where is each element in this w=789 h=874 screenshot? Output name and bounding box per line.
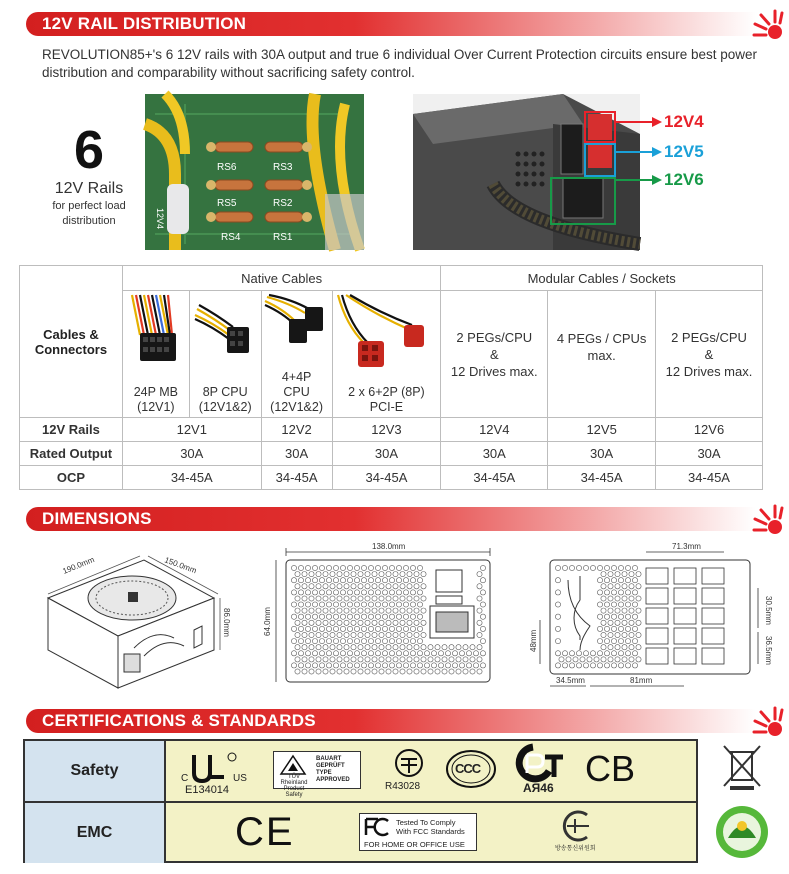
gost-number: R43028 bbox=[385, 781, 421, 792]
cable-4plus4-cpu bbox=[261, 291, 332, 418]
weee-bin-icon bbox=[720, 742, 764, 792]
dim-label: 36.5mm bbox=[764, 636, 773, 665]
table-cell: 30A bbox=[548, 442, 656, 466]
board-label: RS5 bbox=[217, 198, 237, 209]
dimensions-banner bbox=[0, 503, 789, 533]
table-cell: 12V6 bbox=[656, 418, 763, 442]
fcc-logo-icon bbox=[364, 817, 390, 837]
pcb-photo bbox=[145, 94, 364, 250]
fcc-text: Tested To Comply bbox=[396, 818, 456, 827]
table-cell: 12V1 bbox=[122, 418, 261, 442]
tuv-triangle-icon bbox=[280, 755, 306, 775]
ccc-text: CCC bbox=[455, 761, 481, 776]
native-cables-header: Native Cables bbox=[122, 266, 440, 291]
table-cell: 12V5 bbox=[548, 418, 656, 442]
board-label: 12V4 bbox=[155, 208, 165, 230]
table-cell: 34-45A bbox=[332, 466, 441, 490]
modular-caption: 4 PEGs / CPUs bbox=[556, 331, 647, 346]
row-label: 12V Rails bbox=[20, 418, 123, 442]
table-cell: 34-45A bbox=[656, 466, 763, 490]
sun-logo-icon bbox=[749, 8, 783, 38]
dim-label: 48mm bbox=[529, 629, 538, 652]
table-cell: 30A bbox=[332, 442, 441, 466]
rail-distribution-banner bbox=[0, 8, 789, 38]
cable-24p-icon bbox=[126, 295, 186, 373]
emc-label: EMC bbox=[25, 803, 166, 863]
section-title: 12V RAIL DISTRIBUTION bbox=[42, 14, 247, 33]
modular-cables-header: Modular Cables / Sockets bbox=[441, 266, 763, 291]
rail-label-12v4: 12V4 bbox=[664, 112, 704, 131]
table-row bbox=[20, 442, 763, 466]
gost-mark-icon bbox=[393, 747, 425, 779]
dim-label: 81mm bbox=[630, 676, 653, 685]
cable-8p-cpu bbox=[189, 291, 261, 418]
safety-label: Safety bbox=[25, 741, 166, 801]
cable-24p bbox=[122, 291, 189, 418]
cable-8p-icon bbox=[193, 295, 257, 365]
certifications-table bbox=[23, 739, 698, 863]
board-label: RS1 bbox=[273, 232, 293, 243]
modular-caption: 2 PEGs/CPU bbox=[456, 329, 533, 345]
board-label: RS6 bbox=[217, 162, 237, 173]
modular-caption: 12 Drives max. bbox=[665, 363, 753, 379]
pct-number: АЯ46 bbox=[523, 781, 554, 795]
table-cell: 30A bbox=[261, 442, 332, 466]
rail-label-12v5: 12V5 bbox=[664, 142, 704, 161]
dim-label: 150.0mm bbox=[163, 555, 198, 576]
front-view-drawing bbox=[264, 540, 504, 690]
isometric-psu-drawing bbox=[24, 538, 246, 698]
table-cell: 34-45A bbox=[122, 466, 261, 490]
dim-label: 190.0mm bbox=[61, 555, 96, 576]
cable-caption: (12V1&2) bbox=[198, 400, 252, 414]
table-cell: 30A bbox=[122, 442, 261, 466]
ul-c: C bbox=[181, 773, 189, 784]
pct-mark-icon bbox=[515, 745, 567, 781]
tuv-text: Rheinland bbox=[280, 780, 308, 786]
table-cell: 30A bbox=[656, 442, 763, 466]
intro-text: REVOLUTION85+'s 6 12V rails with 30A output and true 6 individual Over Current Protection circuits ensure best power distribution and comparability without sacrificing safety control. bbox=[42, 47, 758, 80]
modular-caption: & bbox=[704, 346, 714, 362]
cable-caption: (12V1) bbox=[137, 400, 175, 414]
tuv-text: TÜV bbox=[288, 774, 300, 780]
cable-caption: 4+4P bbox=[281, 370, 312, 384]
row-label: Rated Output bbox=[20, 442, 123, 466]
sun-logo-icon bbox=[749, 705, 783, 735]
eco-badge-icon bbox=[714, 804, 770, 860]
table-cell: 12V2 bbox=[261, 418, 332, 442]
rail-label-12v6: 12V6 bbox=[664, 170, 704, 189]
cable-pcie bbox=[332, 291, 441, 418]
cable-caption: CPU bbox=[283, 385, 310, 399]
cable-4plus4-icon bbox=[265, 295, 329, 355]
tuv-mark bbox=[273, 751, 361, 798]
dim-label: 71.3mm bbox=[672, 542, 701, 551]
modular-caption: max. bbox=[587, 348, 616, 363]
board-label: RS2 bbox=[273, 198, 293, 209]
rails-label: 12V Rails bbox=[54, 180, 124, 197]
table-row bbox=[20, 466, 763, 490]
cable-caption: PCI-E bbox=[369, 400, 404, 414]
cb-mark: CB bbox=[585, 748, 636, 789]
dim-label: 64.0mm bbox=[263, 607, 272, 636]
rails-sub-1: for perfect load bbox=[52, 200, 126, 212]
cable-caption: 2 x 6+2P (8P) bbox=[348, 385, 425, 399]
dim-label: 34.5mm bbox=[556, 676, 585, 685]
corner-line: Cables & bbox=[43, 326, 99, 342]
fcc-mark bbox=[359, 813, 477, 851]
rail-table bbox=[19, 265, 763, 490]
ul-number: E134014 bbox=[185, 784, 230, 796]
ul-us: US bbox=[233, 773, 247, 784]
modular-col-12v5 bbox=[548, 291, 656, 418]
section-title: CERTIFICATIONS & STANDARDS bbox=[42, 711, 316, 730]
table-cell: 30A bbox=[441, 442, 548, 466]
rails-sub-2: distribution bbox=[62, 215, 116, 227]
corner-line: Connectors bbox=[34, 341, 108, 357]
cable-pcie-icon bbox=[336, 295, 436, 375]
table-corner bbox=[20, 266, 123, 418]
ce-mark: CE bbox=[235, 810, 295, 854]
tuv-text: Product Safety bbox=[283, 786, 305, 798]
fcc-text: FOR HOME OR OFFICE USE bbox=[364, 840, 465, 849]
modular-panel-photo bbox=[413, 94, 640, 250]
table-cell: 34-45A bbox=[441, 466, 548, 490]
fcc-text: With FCC Standards bbox=[396, 827, 465, 836]
table-cell: 12V3 bbox=[332, 418, 441, 442]
modular-col-12v4 bbox=[441, 291, 548, 418]
table-cell: 34-45A bbox=[261, 466, 332, 490]
sun-logo-icon bbox=[749, 503, 783, 533]
section-title: DIMENSIONS bbox=[42, 509, 152, 528]
cable-caption: 8P CPU bbox=[202, 385, 248, 399]
modular-col-12v6 bbox=[656, 291, 763, 418]
table-row bbox=[20, 418, 763, 442]
tuv-text: BAUART bbox=[316, 756, 342, 762]
cable-caption: 24P MB bbox=[133, 385, 178, 399]
row-label: OCP bbox=[20, 466, 123, 490]
dim-label: 30.5mm bbox=[764, 596, 773, 625]
modular-caption: & bbox=[489, 346, 499, 362]
board-label: RS3 bbox=[273, 162, 293, 173]
table-cell: 12V4 bbox=[441, 418, 548, 442]
kcc-caption: 방송통신위원회 bbox=[555, 846, 596, 852]
rails-callout bbox=[44, 122, 134, 228]
cable-caption: (12V1&2) bbox=[270, 400, 323, 414]
rails-count: 6 bbox=[73, 120, 105, 180]
dim-label: 86.0mm bbox=[222, 608, 231, 637]
modular-caption: 12 Drives max. bbox=[450, 363, 538, 379]
tuv-text: GEPRÜFT bbox=[316, 763, 345, 769]
board-label: RS4 bbox=[221, 232, 241, 243]
modular-caption: 2 PEGs/CPU bbox=[671, 329, 747, 345]
tuv-text: APPROVED bbox=[316, 777, 350, 783]
kcc-mark-icon bbox=[557, 811, 597, 841]
dim-label: 138.0mm bbox=[372, 542, 406, 551]
back-view-drawing bbox=[520, 540, 773, 690]
table-cell: 34-45A bbox=[548, 466, 656, 490]
certifications-banner bbox=[0, 705, 789, 735]
tuv-text: TYPE bbox=[316, 770, 332, 776]
